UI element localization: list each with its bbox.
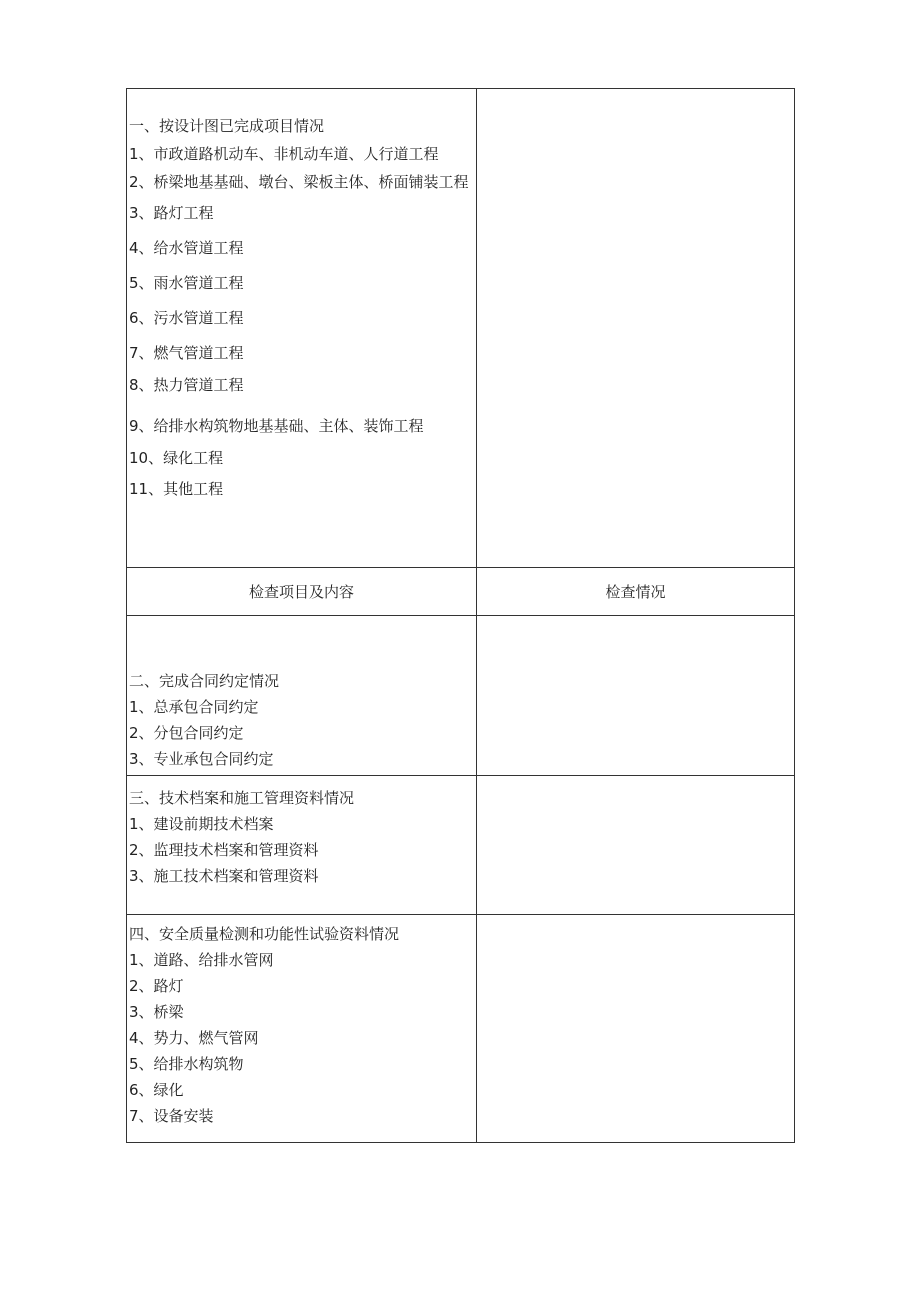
section-4-status-cell[interactable]	[477, 915, 795, 1143]
section-3-item-2: 2、监理技术档案和管理资料	[129, 841, 319, 859]
inspection-table	[126, 88, 795, 1143]
section-1-item-9: 9、给排水构筑物地基基础、主体、装饰工程	[129, 417, 424, 435]
section-1-item-10: 10、绿化工程	[129, 449, 224, 467]
section-2-content-cell	[127, 616, 477, 776]
section-1-status-cell[interactable]	[477, 89, 795, 568]
section-3-item-1: 1、建设前期技术档案	[129, 815, 274, 833]
section-3-title: 三、技术档案和施工管理资料情况	[129, 789, 355, 807]
section-1-item-2: 2、桥梁地基基础、墩台、梁板主体、桥面铺装工程	[129, 173, 469, 191]
section-2-item-3: 3、专业承包合同约定	[129, 750, 274, 768]
section-4-content-cell	[127, 915, 477, 1143]
header-check-items: 检查项目及内容	[127, 568, 477, 616]
section-1-item-7: 7、燃气管道工程	[129, 344, 244, 362]
section-1-item-1: 1、市政道路机动车、非机动车道、人行道工程	[129, 145, 439, 163]
section-2-title: 二、完成合同约定情况	[129, 672, 280, 690]
section-4-item-1: 1、道路、给排水管网	[129, 951, 274, 969]
section-1-row	[127, 89, 795, 568]
section-3-status-cell[interactable]	[477, 776, 795, 915]
section-1-content-cell	[127, 89, 477, 568]
header-check-status: 检查情况	[477, 568, 795, 616]
section-4-item-4: 4、势力、燃气管网	[129, 1029, 259, 1047]
section-4-item-3: 3、桥梁	[129, 1003, 184, 1021]
section-3-content-cell	[127, 776, 477, 915]
section-1-item-4: 4、给水管道工程	[129, 239, 244, 257]
section-2-row	[127, 616, 795, 776]
section-2-item-2: 2、分包合同约定	[129, 724, 244, 742]
table-header-row	[127, 568, 795, 616]
section-4-item-5: 5、给排水构筑物	[129, 1055, 244, 1073]
section-4-row	[127, 915, 795, 1143]
section-4-item-2: 2、路灯	[129, 977, 184, 995]
section-3-row	[127, 776, 795, 915]
section-4-item-7: 7、设备安装	[129, 1107, 214, 1125]
section-1-item-6: 6、污水管道工程	[129, 309, 244, 327]
section-1-item-5: 5、雨水管道工程	[129, 274, 244, 292]
section-3-item-3: 3、施工技术档案和管理资料	[129, 867, 319, 885]
section-2-status-cell[interactable]	[477, 616, 795, 776]
section-1-item-8: 8、热力管道工程	[129, 376, 244, 394]
section-4-item-6: 6、绿化	[129, 1081, 184, 1099]
section-4-title: 四、安全质量检测和功能性试验资料情况	[129, 925, 400, 943]
section-1-title: 一、按设计图已完成项目情况	[129, 117, 325, 135]
section-1-item-11: 11、其他工程	[129, 480, 224, 498]
section-1-item-3: 3、路灯工程	[129, 204, 214, 222]
section-2-item-1: 1、总承包合同约定	[129, 698, 259, 716]
